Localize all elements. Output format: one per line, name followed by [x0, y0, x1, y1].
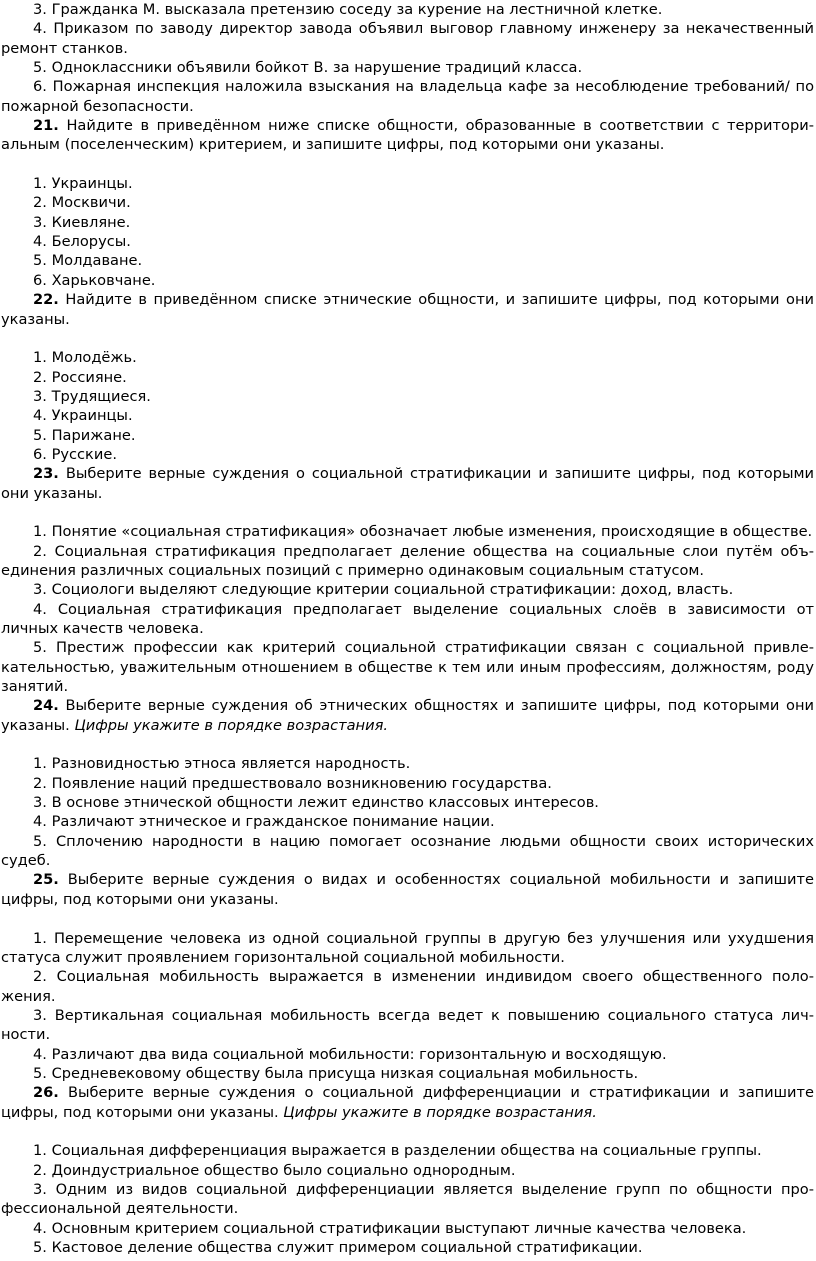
answer-option: 2. Социальная мобильность выражается в изменении индивидом своего общественного положения.: [1, 968, 814, 1005]
question-number: 26.: [33, 1084, 59, 1102]
answer-option: 1. Перемещение человека из одной социальной группы в другую без улучшения или ухудшения статуса служит проявлением горизонтальной социальной мобильности.: [1, 929, 814, 966]
question-text: Выберите верные суждения об этнических общностях и запишите цифры, под которыми они указаны.: [1, 697, 814, 734]
answer-option: 5. Кастовое деление общества служит примером социальной стратификации.: [33, 1239, 643, 1256]
spacer: [1, 735, 814, 754]
spacer: [1, 909, 814, 928]
question-text: Найдите в приведённом ниже списке общности, образованные в соответствии с территориальным (поселенческим) критерием, и запишите цифры, под которыми они указаны.: [1, 117, 815, 154]
question-note: Цифры укажите в порядке возрастания.: [74, 716, 388, 734]
answer-option: 4. Различают этническое и гражданское понимание нации.: [33, 813, 495, 831]
list-item: 6. Пожарная инспекция наложила взыскания на владельца кафе за несоблюдение требований/ по пожарной безопасности.: [1, 78, 814, 115]
answer-option: 3. Одним из видов социальной дифференциации является выделение групп по общности профессиональной деятельности.: [1, 1180, 814, 1218]
answer-option: 3. Вертикальная социальная мобильность всегда ведет к повышению социального статуса личности.: [1, 1006, 814, 1044]
answer-option: 2. Появление наций предшествовало возникновению государства.: [33, 774, 552, 792]
question-note: Цифры укажите в порядке возрастания.: [283, 1103, 597, 1121]
list-item: 4. Приказом по заводу директор завода объявил выговор главному инженеру за некачественный ремонт станков.: [1, 20, 814, 57]
answer-option: 5. Престиж профессии как критерий социальной стратификации связан с социальной привлекательностью, уважительным отношением в обществе к тем или иным профессиям, должностям, роду занятий.: [1, 639, 814, 696]
list-item: 3. Гражданка М. высказала претензию соседу за курение на лестничной клетке.: [33, 1, 663, 18]
question-24: [1, 696, 814, 735]
answer-option: 5. Средневековому обществу была присуща низкая социальная мобильность.: [33, 1064, 639, 1082]
question-text: Выберите верные суждения о социальной стратификации и запишите цифры, под которыми они указаны.: [1, 465, 815, 502]
answer-option: 4. Различают два вида социальной мобильности: горизонтальную и восходящую.: [33, 1045, 667, 1063]
spacer: [1, 1122, 814, 1141]
answer-option: 5. Парижане.: [33, 426, 136, 444]
answer-option: 4. Социальная стратификация предполагает выделение социальных слоёв в зависимости от личных качеств человека.: [1, 600, 814, 637]
question-number: 22.: [33, 291, 59, 309]
spacer: [1, 503, 814, 522]
answer-option: 3. В основе этнической общности лежит единство классовых интересов.: [33, 794, 599, 812]
answer-option: 3. Социологи выделяют следующие критерии социальной стратификации: доход, власть.: [33, 581, 734, 599]
question-26: [1, 1083, 814, 1122]
question-text: Найдите в приведённом списке этнические общности, и запишите цифры, под которыми они указаны.: [1, 291, 815, 328]
question-number: 25.: [33, 871, 59, 889]
spacer: [1, 329, 814, 348]
question-25: [1, 870, 814, 909]
answer-option: 3. Киевляне.: [33, 213, 131, 231]
answer-option: 6. Харьковчане.: [33, 271, 156, 289]
answer-option: 2. Россияне.: [33, 368, 127, 386]
answer-option: 5. Сплочению народности в нацию помогает осознание людьми общности своих исторических судеб.: [1, 832, 814, 870]
answer-option: 1. Разновидностью этноса является народность.: [33, 755, 411, 773]
answer-option: 4. Основным критерием социальной стратификации выступают личные качества человека.: [33, 1219, 747, 1237]
answer-option: 6. Русские.: [33, 445, 117, 463]
question-22: [1, 290, 814, 329]
question-23: [1, 464, 814, 503]
question-number: 23.: [33, 465, 59, 483]
question-21: [1, 116, 814, 155]
list-item: 5. Одноклассники объявили бойкот В. за нарушение традиций класса.: [33, 59, 583, 77]
answer-option: 4. Украинцы.: [33, 407, 133, 425]
question-text: Выберите верные суждения о социальной дифференциации и стратификации и запишите цифры, под которыми они указаны.: [1, 1084, 814, 1121]
answer-option: 3. Трудящиеся.: [33, 387, 151, 405]
spacer: [1, 155, 814, 174]
answer-option: 2. Социальная стратификация предполагает деление общества на социальные слои путём объединения различных социальных позиций с примерно одинаковым социальным статусом.: [1, 542, 814, 579]
question-number: 21.: [33, 117, 59, 135]
answer-option: 2. Москвичи.: [33, 194, 131, 212]
question-number: 24.: [33, 697, 59, 715]
answer-option: 2. Доиндустриальное общество было социально однородным.: [33, 1161, 516, 1179]
answer-option: 1. Молодёжь.: [33, 349, 137, 367]
answer-option: 5. Молдаване.: [33, 252, 143, 270]
answer-option: 1. Социальная дифференциация выражается в разделении общества на социальные группы.: [33, 1142, 762, 1160]
answer-option: 1. Понятие «социальная стратификация» обозначает любые изменения, происходящие в обществе.: [33, 523, 813, 541]
question-text: Выберите верные суждения о видах и особенностях социальной мобильности и запишите цифры, под которыми они указаны.: [1, 871, 814, 908]
answer-option: 4. Белорусы.: [33, 233, 131, 251]
answer-option: 1. Украинцы.: [33, 175, 133, 193]
